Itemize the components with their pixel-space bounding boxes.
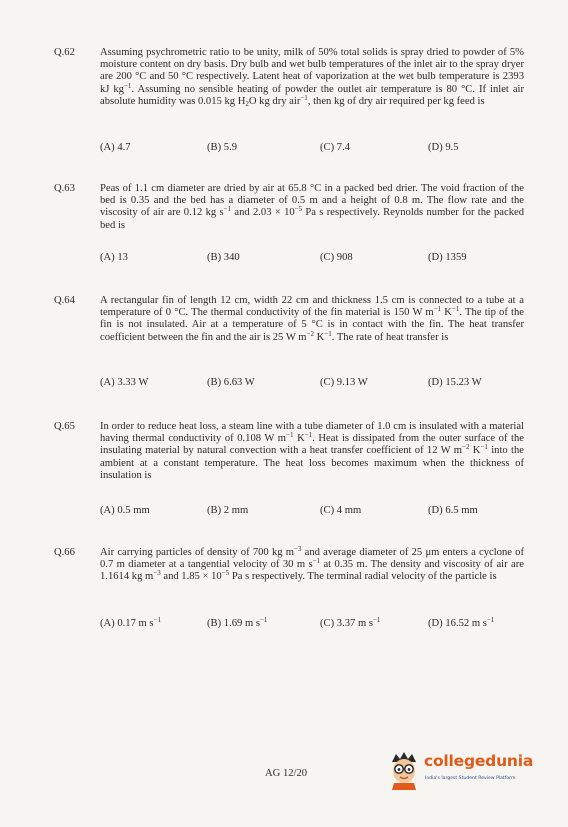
option-a: (A) 3.33 W <box>100 377 149 388</box>
option-d: (D) 15.23 W <box>428 377 482 388</box>
option-a: (A) 0.5 mm <box>100 505 150 516</box>
option-d: (D) 1359 <box>428 252 467 263</box>
question-number: Q.64 <box>54 295 75 306</box>
options-row <box>100 505 524 519</box>
collegedunia-logo <box>386 746 546 794</box>
option-c: (C) 3.37 m $s^{-1}$ <box>320 616 381 629</box>
options-row <box>100 252 524 266</box>
page-number: AG 12/20 <box>265 768 308 779</box>
question-text: A rectangular fin of length 12 cm, width 22 cm and thickness 1.5 cm is connected to a tube at a temperature of 0 °C. The thermal conductivity of the fin material is 150 W $m^{-1}$ $K^{-1}$. The tip of the fin is not insulated. Air at a temperature of 5 °C is in contact with the fin. The heat transfer coefficient between the fin and the air is 25 W $m^{-2}$ $K^{-1}$. The rate of heat transfer is <box>100 295 524 343</box>
option-d: (D) 6.5 mm <box>428 505 478 516</box>
option-d: (D) 16.52 m $s^{-1}$ <box>428 616 495 629</box>
question-number: Q.62 <box>54 47 75 58</box>
question-number: Q.65 <box>54 421 75 432</box>
option-a: (A) 0.17 m $s^{-1}$ <box>100 616 162 629</box>
options-row <box>100 142 524 156</box>
option-a: (A) 4.7 <box>100 142 131 153</box>
question-number: Q.66 <box>54 547 75 558</box>
option-c: (C) 9.13 W <box>320 377 368 388</box>
option-c: (C) 7.4 <box>320 142 351 153</box>
option-c: (C) 4 mm <box>320 505 362 516</box>
mascot-icon <box>386 750 422 790</box>
options-row <box>100 618 524 632</box>
question-number: Q.63 <box>54 183 75 194</box>
option-b: (B) 340 <box>207 252 240 263</box>
option-b: (B) 5.9 <box>207 142 238 153</box>
option-d: (D) 9.5 <box>428 142 459 153</box>
question-text: In order to reduce heat loss, a steam line with a tube diameter of 1.0 cm is insulated with a material having thermal conductivity of 0.108 W $m^{-1}$ $K^{-1}$. Heat is dissipated from the outer surface of the insulating material by natural convection with a heat transfer coefficient of 12 W $m^{-2}$ $K^{-1}$ into the ambient at a constant temperature. The heat loss becomes maximum when the thickness of insulation is <box>100 421 524 481</box>
logo-tagline: India's largest Student Review Platform <box>425 776 516 781</box>
option-a: (A) 13 <box>100 252 128 263</box>
option-c: (C) 908 <box>320 252 353 263</box>
option-b: (B) 6.63 W <box>207 377 255 388</box>
question-text: Air carrying particles of density of 700 kg $m^{-3}$ and average diameter of 25 μm enters a cyclone of 0.7 m diameter at a tangential velocity of 30 m $s^{-1}$ at 0.35 m. The density and viscosity of air are 1.1614 kg $m^{-3}$ and $1.85 \times 10^{-5}$ Pa s respectively. The terminal radial velocity of the particle is <box>100 545 524 583</box>
option-b: (B) 1.69 m $s^{-1}$ <box>207 616 268 629</box>
logo-name: collegedunia <box>424 752 534 770</box>
question-text: Assuming psychrometric ratio to be unity, milk of 50% total solids is spray dried to powder of 5% moisture content on dry basis. Dry bulb and wet bulb temperatures of the inlet air to the spray dryer are 200 °C and 50 °C respectively. Latent heat of vaporization at the wet bulb temperature is 2393 kJ $kg^{-1}$. Assuming no sensible heating of powder the outlet air temperature is 80 °C. If inlet air absolute humidity was 0.015 kg $H_2O$ kg dry air$^{-1}$, then kg of dry air required per kg feed is <box>100 47 524 108</box>
options-row <box>100 377 524 391</box>
question-text: Peas of 1.1 cm diameter are dried by air at 65.8 °C in a packed bed drier. The void fraction of the bed is 0.35 and the bed has a diameter of 0.5 m and a height of 0.8 m. The flow rate and the viscosity of air are 0.12 kg $s^{-1}$ and $2.03 \times 10^{-5}$ Pa s respectively. Reynolds number for the packed bed is <box>100 183 525 231</box>
option-b: (B) 2 mm <box>207 505 249 516</box>
